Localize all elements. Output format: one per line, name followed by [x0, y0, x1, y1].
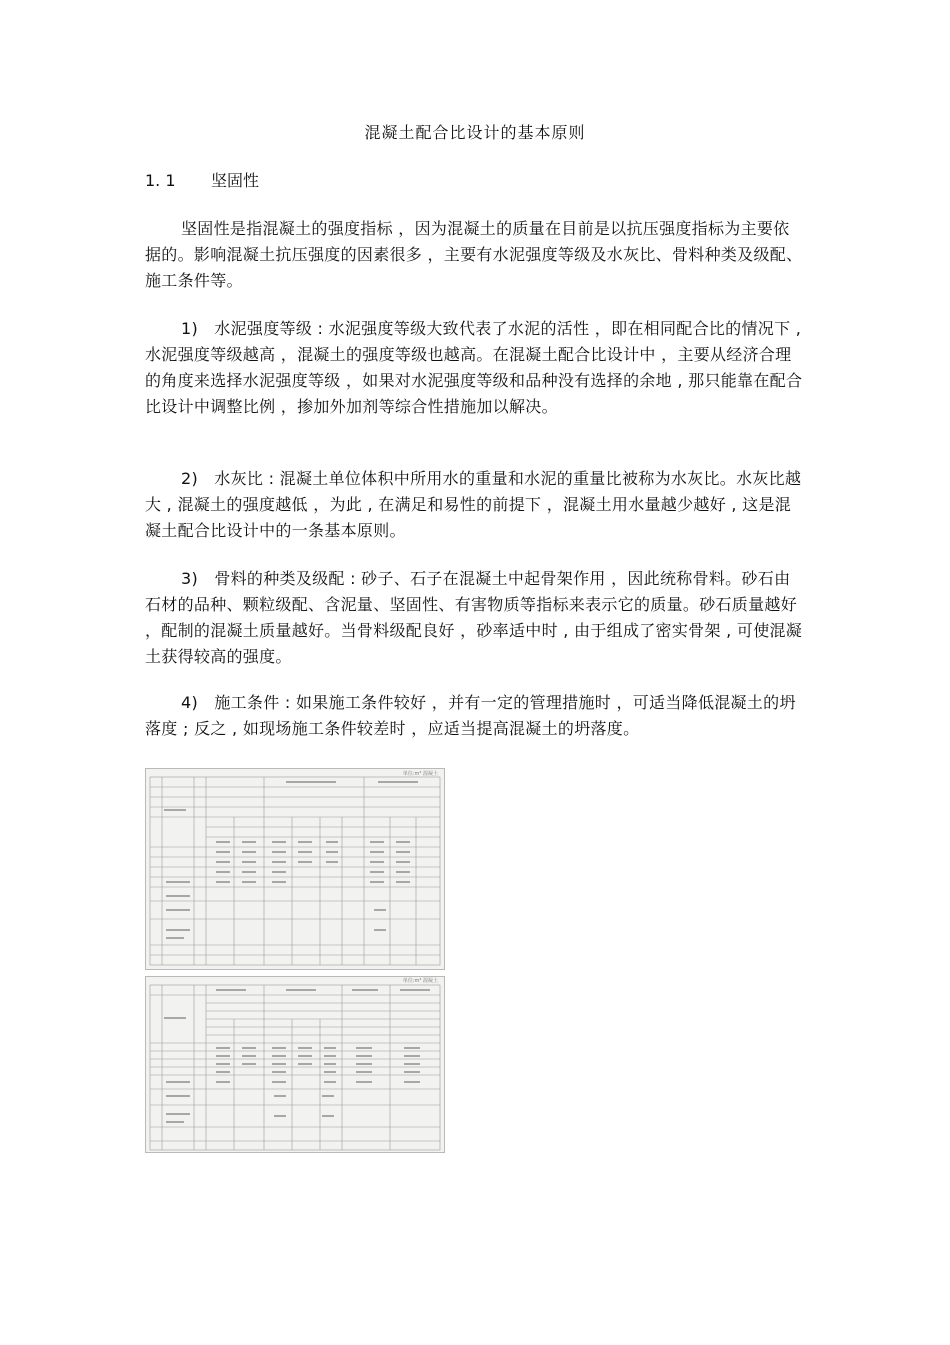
scanned-table-graphic-2 — [146, 977, 444, 1152]
section-title: 坚固性 — [211, 171, 260, 190]
paragraph-aggregate: 3) 骨料的种类及级配 : 砂子、石子在混凝土中起骨架作用 ，因此统称骨料。砂石由石材的品种、颗粒级配、含泥量、坚固性、有害物质等指标来表示它的质量。砂石质量越好 ，配制的混凝土质量越好。当骨料级配良好 ，砂率适中时 , 由于组成了密实骨架 , 可使混凝土获得较高的强度。 — [145, 569, 803, 666]
table-2-caption: 单位:m³ 混凝土 — [402, 978, 438, 984]
paragraph-cement-grade: 1) 水泥强度等级 : 水泥强度等级大致代表了水泥的活性 ，即在相同配合比的情况下 , 水泥强度等级越高 ，混凝土的强度等级也越高。在混凝土配合比设计中 ，主要从经济合理的角度来选择水泥强度等级 ，如果对水泥强度等级和品种没有选择的余地 , 那只能靠在配合比设计中调整比例 ，掺加外加剂等综合性措施加以解决。 — [145, 319, 803, 416]
section-heading — [145, 168, 259, 191]
scanned-table-graphic-1 — [146, 769, 444, 969]
table-1-caption: 单位:m³ 混凝土 — [402, 771, 438, 777]
scanned-table-image-1 — [145, 768, 445, 970]
document-title: 混凝土配合比设计的基本原则 — [364, 123, 586, 142]
paragraph-intro: 坚固性是指混凝土的强度指标 ，因为混凝土的质量在目前是以抗压强度指标为主要依据的。影响混凝土抗压强度的因素很多 ，主要有水泥强度等级及水灰比、骨料种类及级配、施工条件等。 — [145, 219, 803, 290]
paragraph-water-cement-ratio: 2) 水灰比 : 混凝土单位体积中所用水的重量和水泥的重量比被称为水灰比。水灰比越大 , 混凝土的强度越低 ，为此 , 在满足和易性的前提下 ，混凝土用水量越少越好 , 这是混凝土配合比设计中的一条基本原则。 — [145, 469, 802, 540]
paragraph-construction: 4) 施工条件 : 如果施工条件较好 ，并有一定的管理措施时 ，可适当降低混凝土的坍落度 ; 反之 , 如现场施工条件较差时 ，应适当提高混凝土的坍落度。 — [145, 693, 796, 738]
section-number: 1. 1 — [145, 171, 176, 190]
scanned-table-image-2 — [145, 976, 445, 1153]
